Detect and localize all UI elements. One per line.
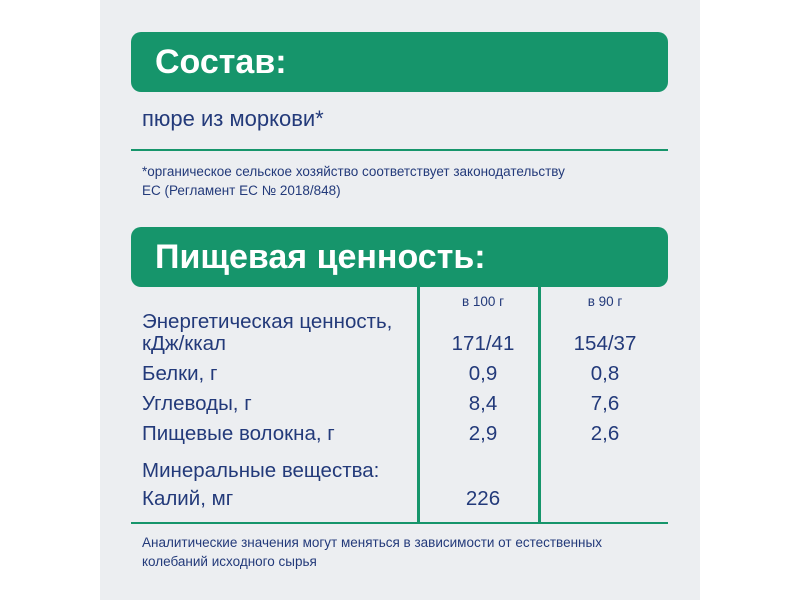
row-label-potassium: Калий, мг <box>142 487 234 510</box>
row-label-carbohydrates: Углеводы, г <box>142 392 252 415</box>
analytical-note-line-1: Аналитические значения могут меняться в зависимости от естественных <box>142 535 602 550</box>
protein-per100: 0,9 <box>468 362 498 385</box>
fiber-per100: 2,9 <box>468 422 498 445</box>
carbohydrates-per100: 8,4 <box>468 392 498 415</box>
organic-footnote-line-2: ЕС (Регламент ЕС № 2018/848) <box>142 183 341 198</box>
row-label-protein: Белки, г <box>142 362 218 385</box>
energy-per100: 171/41 <box>451 332 515 355</box>
column-header-per90g: в 90 г <box>587 294 623 309</box>
nutrition-header <box>131 227 668 287</box>
divider-nutrition <box>131 522 668 524</box>
column-divider-1 <box>417 287 420 523</box>
nutrition-title: Пищевая ценность: <box>155 237 486 276</box>
row-label-fiber: Пищевые волокна, г <box>142 422 335 445</box>
protein-per90: 0,8 <box>590 362 620 385</box>
row-label-energy-line-2: кДж/ккал <box>142 332 227 355</box>
energy-per90: 154/37 <box>573 332 637 355</box>
organic-footnote-line-1: *органическое сельское хозяйство соответствует законодательству <box>142 164 565 179</box>
composition-header <box>131 32 668 92</box>
fiber-per90: 2,6 <box>590 422 620 445</box>
carbohydrates-per90: 7,6 <box>590 392 620 415</box>
column-header-per100g: в 100 г <box>461 294 505 309</box>
analytical-note-line-2: колебаний исходного сырья <box>142 554 317 569</box>
divider-composition <box>131 149 668 151</box>
row-label-minerals: Минеральные вещества: <box>142 459 380 482</box>
composition-title: Состав: <box>155 42 287 81</box>
column-divider-2 <box>538 287 541 523</box>
potassium-per100: 226 <box>465 487 501 510</box>
ingredients-text: пюре из моркови* <box>142 106 324 131</box>
row-label-energy-line-1: Энергетическая ценность, <box>142 310 393 333</box>
